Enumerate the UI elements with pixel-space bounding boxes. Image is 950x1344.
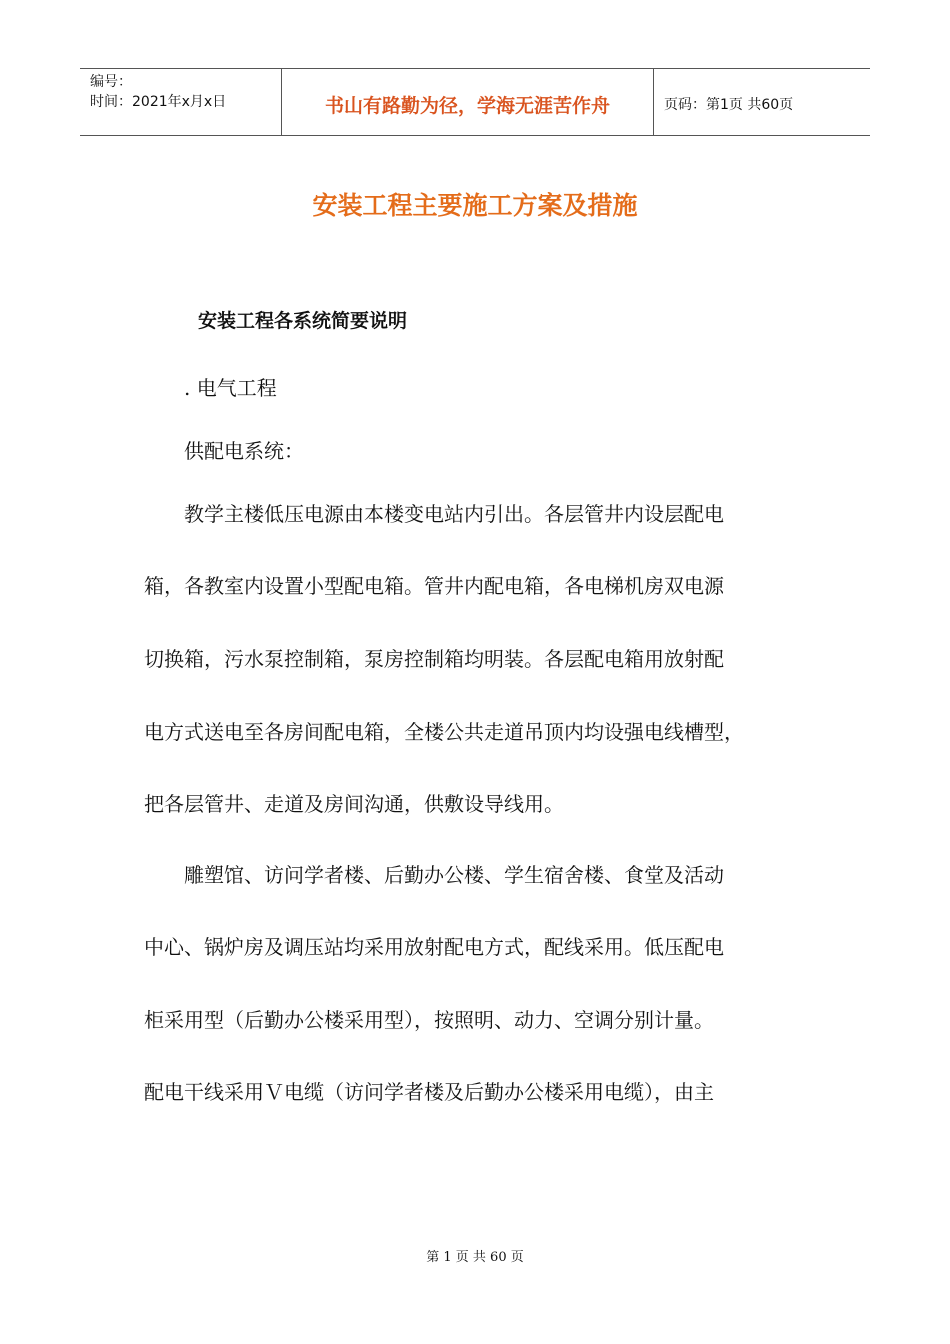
page-header: [80, 68, 870, 136]
header-meta: [80, 69, 282, 135]
paragraph-line: 配电干线采用Ｖ电缆（访问学者楼及后勤办公楼采用电缆），由主: [144, 1080, 714, 1104]
paragraph-line: 教学主楼低压电源由本楼变电站内引出。各层管井内设层配电: [184, 502, 724, 526]
section-heading: 安装工程各系统简要说明: [198, 310, 408, 332]
page-footer: 第 1 页 共 60 页: [426, 1250, 524, 1265]
paragraph-line: 电方式送电至各房间配电箱，全楼公共走道吊顶内均设强电线槽型，: [144, 720, 744, 744]
header-page-info: 页码：第1页 共60页: [664, 97, 794, 113]
subsection-electrical: . 电气工程: [184, 376, 277, 400]
paragraph-line: 箱，各教室内设置小型配电箱。管井内配电箱，各电梯机房双电源: [144, 574, 724, 598]
paragraph-line: 柜采用型（后勤办公楼采用型），按照明、动力、空调分别计量。: [144, 1008, 714, 1032]
paragraph-line: 雕塑馆、访问学者楼、后勤办公楼、学生宿舍楼、食堂及活动: [184, 863, 724, 887]
document-time-label: 时间：2021年x月x日: [90, 94, 227, 110]
paragraph-line: 把各层管井、走道及房间沟通，供敷设导线用。: [144, 792, 564, 816]
subsection-power-supply: 供配电系统：: [184, 439, 304, 463]
document-number-label: 编号：: [90, 74, 132, 90]
document-title: 安装工程主要施工方案及措施: [312, 191, 638, 220]
paragraph-line: 切换箱，污水泵控制箱，泵房控制箱均明装。各层配电箱用放射配: [144, 647, 724, 671]
header-motto: 书山有路勤为径，学海无涯苦作舟: [282, 69, 654, 135]
paragraph-line: 中心、锅炉房及调压站均采用放射配电方式，配线采用。低压配电: [144, 935, 724, 959]
